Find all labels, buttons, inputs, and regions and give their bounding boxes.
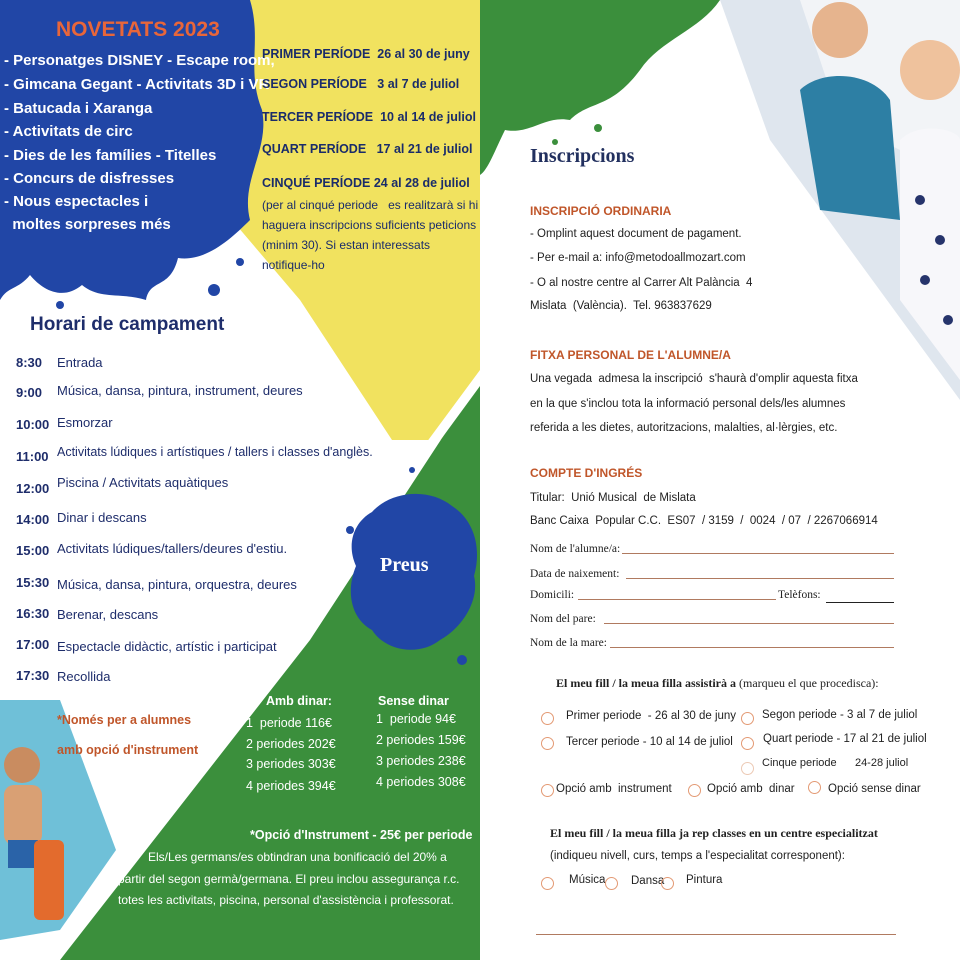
novetat-item: - Dies de les famílies - Titelles: [4, 147, 217, 164]
musica-label: Música: [569, 874, 606, 886]
price-row: 1 periode 116€: [246, 716, 332, 730]
schedule-activity: Música, dansa, pintura, orquestra, deures: [57, 577, 297, 592]
primer-periode-label: Primer periode - 26 al 30 de juny: [566, 710, 737, 722]
periode-note: haguera inscripcions suficients peticions: [262, 218, 477, 232]
fitxa-line: referida a les dietes, autoritzacions, malalties, al·lèrgies, etc.: [530, 422, 838, 434]
price-row: 4 periodes 394€: [246, 779, 336, 793]
opcio-instrument-radio[interactable]: [541, 784, 554, 797]
tercer-periode-label: Tercer periode - 10 al 14 de juliol: [566, 736, 733, 748]
compte-line: Titular: Unió Musical de Mislata: [530, 492, 696, 504]
novetat-item: - Concurs de disfresses: [4, 170, 175, 187]
cinque-periode-radio[interactable]: [741, 762, 754, 775]
periode-note: notifique-ho: [262, 258, 325, 272]
novetat-item: - Batucada i Xaranga: [4, 100, 153, 117]
periode-note: (per al cinqué periode es realitzarà si hi: [262, 198, 479, 212]
nom-label: Nom de l'alumne/a:: [530, 543, 621, 555]
opcio-instrument-label: Opció amb instrument: [556, 783, 672, 795]
classes-input[interactable]: [536, 934, 896, 935]
pare-input[interactable]: [604, 623, 894, 624]
telefons-label: Telèfons:: [778, 589, 821, 601]
novetat-item: - Activitats de circ: [4, 123, 133, 140]
domicili-label: Domicili:: [530, 589, 575, 601]
schedule-time: 10:00: [16, 417, 50, 432]
bonus-text: Els/Les germans/es obtindran una bonificació del 20% a: [148, 850, 447, 864]
ordinaria-line: - Omplint aquest document de pagament.: [530, 228, 742, 240]
fitxa-line: Una vegada admesa la inscripció s'haurà d'omplir aquesta fitxa: [530, 373, 858, 385]
telefons-input[interactable]: [826, 602, 894, 603]
opcio-sense-dinar-radio[interactable]: [808, 781, 821, 794]
schedule-time: 16:30: [16, 606, 50, 621]
schedule-time: 11:00: [16, 449, 49, 464]
classes-subtitle: (indiqueu nivell, curs, temps a l'especialitat corresponent):: [550, 850, 845, 862]
instrument-note: *Només per a alumnes: [57, 713, 192, 727]
schedule-activity: Entrada: [57, 355, 103, 370]
price-row: 2 periodes 159€: [376, 733, 466, 747]
opcio-dinar-radio[interactable]: [688, 784, 701, 797]
periode-item: CINQUÉ PERÍODE 24 al 28 de juliol: [262, 176, 470, 190]
fitxa-header: FITXA PERSONAL DE L'ALUMNE/A: [530, 348, 731, 362]
assistira-bold: El meu fill / la meua filla assistirà a: [556, 676, 736, 690]
data-input[interactable]: [626, 578, 894, 579]
novetat-item: moltes sorpreses més: [4, 216, 171, 233]
inscripcions-title: Inscripcions: [530, 145, 635, 167]
nom-input[interactable]: [622, 553, 894, 554]
fitxa-line: en la que s'inclou tota la informació personal dels/les alumnes: [530, 398, 846, 410]
periode-item: PRIMER PERÍODE 26 al 30 de juny: [262, 47, 470, 61]
schedule-time: 15:30: [16, 575, 50, 590]
data-label: Data de naixement:: [530, 568, 620, 580]
bonus-text: totes les activitats, piscina, personal d'assistència i professorat.: [118, 893, 454, 907]
schedule-activity: Recollida: [57, 669, 111, 684]
novetat-item: - Gimcana Gegant - Activitats 3D i VR: [4, 76, 270, 93]
segon-periode-radio[interactable]: [741, 712, 754, 725]
novetat-item: - Nous espectacles i: [4, 193, 149, 210]
periode-item: SEGON PERÍODE 3 al 7 de juliol: [262, 77, 460, 91]
opcio-dinar-label: Opció amb dinar: [707, 783, 795, 795]
classes-title: El meu fill / la meua filla ja rep classes en un centre especialitzat: [550, 826, 878, 840]
opcio-instrument-price: *Opció d'Instrument - 25€ per periode: [250, 828, 473, 842]
price-row: 3 periodes 303€: [246, 757, 336, 771]
schedule-time: 8:30: [16, 355, 43, 370]
schedule-activity: Dinar i descans: [57, 510, 147, 525]
quart-periode-label: Quart periode - 17 al 21 de juliol: [763, 733, 927, 745]
pare-label: Nom del pare:: [530, 613, 596, 625]
pintura-label: Pintura: [686, 874, 723, 886]
mare-input[interactable]: [610, 647, 894, 648]
sense-dinar-header: Sense dinar: [378, 694, 449, 708]
ordinaria-line: - O al nostre centre al Carrer Alt Palància 4: [530, 277, 753, 289]
periode-item: TERCER PERÍODE 10 al 14 de juliol: [262, 110, 476, 124]
periode-item: QUART PERÍODE 17 al 21 de juliol: [262, 142, 473, 156]
schedule-time: 15:00: [16, 543, 50, 558]
dansa-label: Dansa: [631, 875, 665, 887]
schedule-activity: Piscina / Activitats aquàtiques: [57, 475, 229, 490]
opcio-sense-dinar-label: Opció sense dinar: [828, 783, 921, 795]
compte-line: Banc Caixa Popular C.C. ES07 / 3159 / 0024 / 07 / 2267066914: [530, 515, 878, 527]
preus-title: Preus: [380, 554, 429, 576]
instrument-note: amb opció d'instrument: [57, 743, 199, 757]
mare-label: Nom de la mare:: [530, 637, 607, 649]
cinque-periode-label: Cinque periode 24-28 juliol: [762, 757, 909, 769]
assistira-rest: (marqueu el que procedisca):: [736, 676, 879, 690]
schedule-time: 17:00: [16, 637, 50, 652]
schedule-time: 17:30: [16, 668, 50, 683]
bonus-text: partir del segon germà/germana. El preu inclou assegurança r.c.: [118, 872, 460, 886]
novetats-title: NOVETATS 2023: [56, 18, 220, 41]
schedule-activity: Esmorzar: [57, 415, 113, 430]
dansa-radio[interactable]: [605, 877, 618, 890]
ordinaria-line: - Per e-mail a: info@metodoallmozart.com: [530, 252, 746, 264]
price-row: 3 periodes 238€: [376, 754, 466, 768]
assistira-label: [556, 676, 879, 691]
price-row: 2 periodes 202€: [246, 737, 336, 751]
quart-periode-radio[interactable]: [741, 737, 754, 750]
musica-radio[interactable]: [541, 877, 554, 890]
novetat-item: - Personatges DISNEY - Escape room,: [4, 52, 275, 69]
horari-title: Horari de campament: [30, 314, 225, 335]
price-row: 1 periode 94€: [376, 712, 456, 726]
schedule-activity: Activitats lúdiques i artístiques / tallers i classes d'anglès.: [57, 445, 373, 459]
schedule-activity: Espectacle didàctic, artístic i participat: [57, 639, 277, 654]
amb-dinar-header: Amb dinar:: [266, 694, 332, 708]
schedule-time: 14:00: [16, 512, 50, 527]
price-row: 4 periodes 308€: [376, 775, 466, 789]
tercer-periode-radio[interactable]: [541, 737, 554, 750]
domicili-input[interactable]: [578, 599, 776, 600]
ordinaria-line: Mislata (València). Tel. 963837629: [530, 300, 712, 312]
compte-header: COMPTE D'INGRÉS: [530, 466, 643, 480]
segon-periode-label: Segon periode - 3 al 7 de juliol: [762, 709, 918, 721]
primer-periode-radio[interactable]: [541, 712, 554, 725]
schedule-activity: Activitats lúdiques/tallers/deures d'estiu.: [57, 541, 288, 556]
ordinaria-header: INSCRIPCIÓ ORDINARIA: [530, 204, 672, 218]
schedule-time: 9:00: [16, 385, 43, 400]
pintura-radio[interactable]: [661, 877, 674, 890]
schedule-activity: Música, dansa, pintura, instrument, deures: [57, 383, 303, 398]
periode-note: (minim 30). Si estan interessats: [262, 238, 431, 252]
schedule-time: 12:00: [16, 481, 50, 496]
schedule-activity: Berenar, descans: [57, 607, 159, 622]
